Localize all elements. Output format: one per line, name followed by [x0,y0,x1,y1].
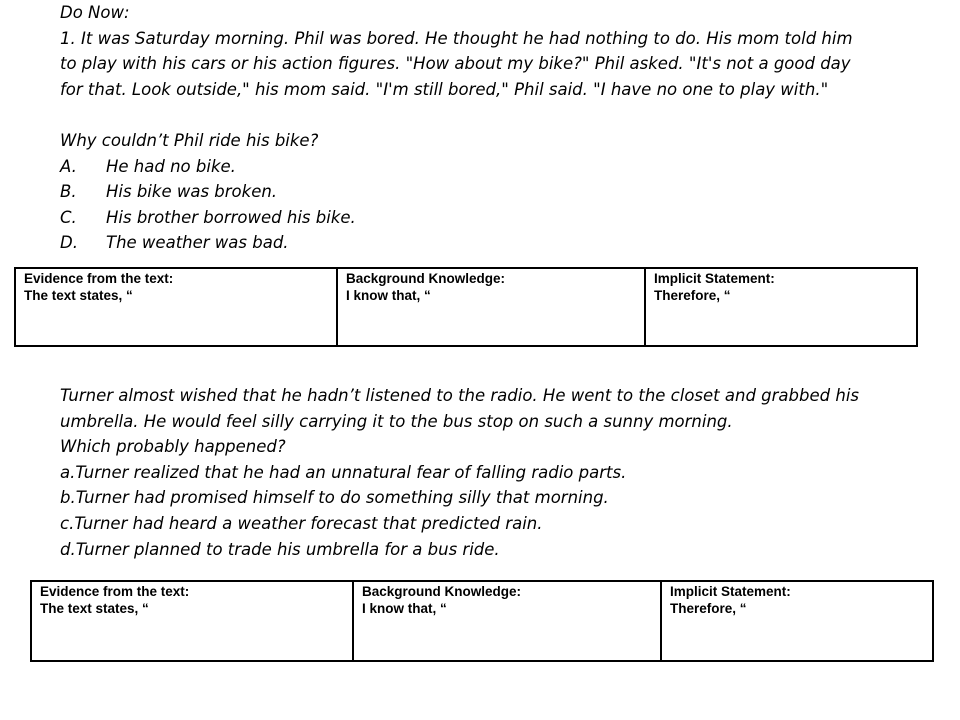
turner-section [60,383,940,562]
option-letter: C. [60,207,77,227]
background-knowledge-cell[interactable] [337,268,645,346]
passage-line: to play with his cars or his action figures. "How about my bike?" Phil asked. "It's not a good day [60,54,851,74]
evidence-table-2 [30,580,934,662]
question-2: Which probably happened? [60,437,286,457]
answer-option: d.Turner planned to trade his umbrella for a bus ride. [60,539,500,559]
evidence-prompt: The text states, “ [24,288,133,303]
passage-line: 1. It was Saturday morning. Phil was bored. He thought he had nothing to do. His mom told him [60,28,853,48]
background-title: Background Knowledge: [362,584,522,599]
answer-option [60,179,940,205]
table-row [31,581,933,661]
option-text: His brother borrowed his bike. [106,207,356,227]
background-prompt: I know that, “ [346,288,431,303]
option-letter: B. [60,182,77,202]
background-knowledge-cell[interactable] [353,581,661,661]
background-prompt: I know that, “ [362,601,447,616]
spacer [60,102,940,128]
evidence-table-1 [14,267,918,347]
answer-option: c.Turner had heard a weather forecast that predicted rain. [60,513,543,533]
implicit-title: Implicit Statement: [654,271,775,286]
evidence-prompt: The text states, “ [40,601,149,616]
question-1: Why couldn’t Phil ride his bike? [60,130,319,150]
table-row [15,268,917,346]
implicit-title: Implicit Statement: [670,584,791,599]
implicit-prompt: Therefore, “ [654,288,731,303]
passage-line: Turner almost wished that he hadn’t listened to the radio. He went to the closet and grabbed his [60,386,860,405]
option-text: His bike was broken. [106,182,278,202]
option-text: He had no bike. [106,156,236,176]
evidence-cell[interactable] [15,268,337,346]
implicit-statement-cell[interactable] [645,268,917,346]
option-text: The weather was bad. [106,233,289,253]
answer-option [60,205,940,231]
evidence-title: Evidence from the text: [24,271,174,286]
evidence-cell[interactable] [31,581,353,661]
background-title: Background Knowledge: [346,271,506,286]
passage-line: for that. Look outside," his mom said. "I'm still bored," Phil said. "I have no one to play with." [60,79,829,99]
do-now-heading: Do Now: [60,3,130,22]
option-letter: D. [60,233,78,253]
answer-option [60,154,940,180]
answer-option: b.Turner had promised himself to do something silly that morning. [60,488,609,508]
answer-option: a.Turner realized that he had an unnatural fear of falling radio parts. [60,462,627,482]
option-letter: A. [60,156,77,176]
evidence-title: Evidence from the text: [40,584,190,599]
implicit-statement-cell[interactable] [661,581,933,661]
do-now-section [60,0,940,256]
answer-option [60,230,940,256]
passage-line: umbrella. He would feel silly carrying it to the bus stop on such a sunny morning. [60,411,733,431]
implicit-prompt: Therefore, “ [670,601,747,616]
